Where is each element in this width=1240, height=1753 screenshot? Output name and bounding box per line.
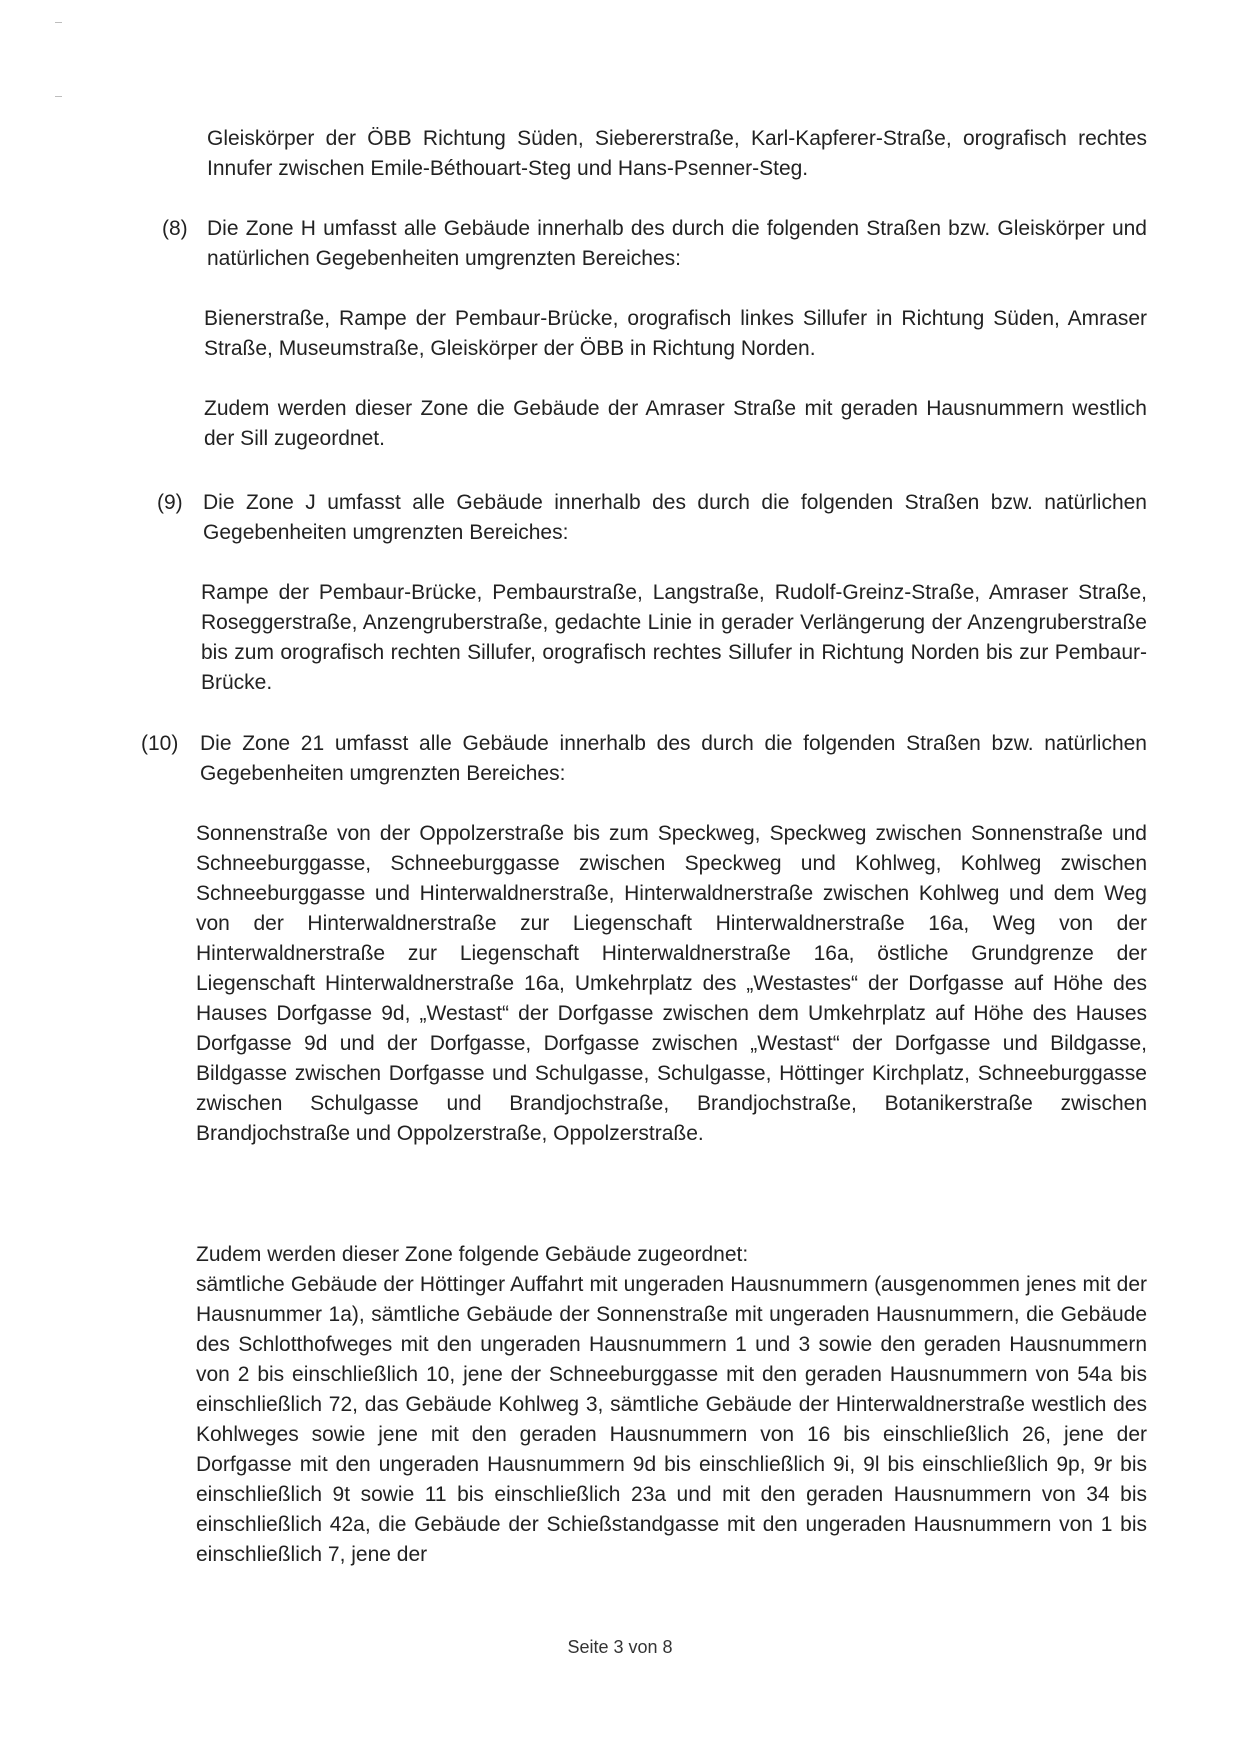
section-10-boundary: Sonnenstraße von der Oppolzerstraße bis zum Speckweg, Speckweg zwischen Sonnenstraße und Schneeburggasse, Schneeburggasse zwischen Speckweg und Kohlweg, Kohlweg zwischen Schneeburggasse und Hinterwaldnerstraße, Hinterwaldnerstraße zwischen Kohlweg und dem Weg von der Hinterwaldnerstraße zur Liegenschaft Hinterwaldnerstraße 16a, Weg von der Hinterwaldnerstraße zur Liegenschaft Hinterwaldnerstraße 16a, östliche Grundgrenze der Liegenschaft Hinterwaldnerstraße 16a, Umkehrplatz des „Westastes“ der Dorfgasse auf Höhe des Hauses Dorfgasse 9d, „Westast“ der Dorfgasse zwischen dem Umkehrplatz auf Höhe des Hauses Dorfgasse 9d und der Dorfgasse, Dorfgasse zwischen „Westast“ der Dorfgasse und Bildgasse, Bildgasse zwischen Dorfgasse und Schulgasse, Schulgasse, Höttinger Kirchplatz, Schneeburggasse zwischen Schulgasse und Brandjochstraße, Brandjochstraße, Botanikerstraße zwischen Brandjochstraße und Oppolzerstraße, Oppolzerstraße. xyxy=(196,822,1147,1145)
section-10-addition-heading: Zudem werden dieser Zone folgende Gebäude zugeordnet: xyxy=(196,1243,749,1266)
section-9-boundary: Rampe der Pembaur-Brücke, Pembaurstraße, Langstraße, Rudolf-Greinz-Straße, Amraser Straße, Roseggerstraße, Anzengruberstraße, gedachte Linie in gerader Verlängerung der Anzengruberstraße bis zum orografisch rechten Sillufer, orografisch rechtes Sillufer in Richtung Norden bis zur Pembaur-Brücke. xyxy=(201,581,1147,694)
scan-mark xyxy=(55,96,62,97)
section-10-addition: sämtliche Gebäude der Höttinger Auffahrt mit ungeraden Hausnummern (ausgenommen jenes mit der Hausnummer 1a), sämtliche Gebäude der Sonnenstraße mit ungeraden Hausnummern, die Gebäude des Schlotthofweges mit den ungeraden Hausnummern 1 und 3 sowie den geraden Hausnummern von 2 bis einschließlich 10, jene der Schneeburggasse mit den geraden Hausnummern von 54a bis einschließlich 72, das Gebäude Kohlweg 3, sämtliche Gebäude der Hinterwaldnerstraße westlich des Kohlweges sowie jene mit den geraden Hausnummern von 16 bis einschließlich 26, jene der Dorfgasse mit den ungeraden Hausnummern 9d bis einschließlich 9i, 9l bis einschließlich 9p, 9r bis einschließlich 9t sowie 11 bis einschließlich 23a und mit den geraden Hausnummern von 34 bis einschließlich 42a, die Gebäude der Schießstandgasse mit den ungeraden Hausnummern von 1 bis einschließlich 7, jene der xyxy=(196,1273,1147,1566)
section-10-text: Die Zone 21 umfasst alle Gebäude innerhalb des durch die folgenden Straßen bzw. natürlichen Gegebenheiten umgrenzten Bereiches: xyxy=(200,732,1147,785)
page-footer: Seite 3 von 8 xyxy=(567,1637,673,1657)
section-8-addition: Zudem werden dieser Zone die Gebäude der Amraser Straße mit geraden Hausnummern westlich der Sill zugeordnet. xyxy=(204,397,1147,450)
section-9-text: Die Zone J umfasst alle Gebäude innerhalb des durch die folgenden Straßen bzw. natürlichen Gegebenheiten umgrenzten Bereiches: xyxy=(203,491,1147,544)
scan-mark xyxy=(55,22,62,23)
section-8-text: Die Zone H umfasst alle Gebäude innerhalb des durch die folgenden Straßen bzw. Gleiskörper und natürlichen Gegebenheiten umgrenzten Bereiches: xyxy=(207,217,1147,270)
section-number-9: (9) xyxy=(157,491,183,514)
section-number-10: (10) xyxy=(141,732,179,755)
section-8-boundary: Bienerstraße, Rampe der Pembaur-Brücke, orografisch linkes Sillufer in Richtung Süden, Amraser Straße, Museumstraße, Gleiskörper der ÖBB in Richtung Norden. xyxy=(204,307,1147,360)
intro-paragraph: Gleiskörper der ÖBB Richtung Süden, Siebererstraße, Karl-Kapferer-Straße, orografisch rechtes Innufer zwischen Emile-Béthouart-Steg und Hans-Psenner-Steg. xyxy=(207,127,1147,180)
section-number-8: (8) xyxy=(162,217,188,240)
